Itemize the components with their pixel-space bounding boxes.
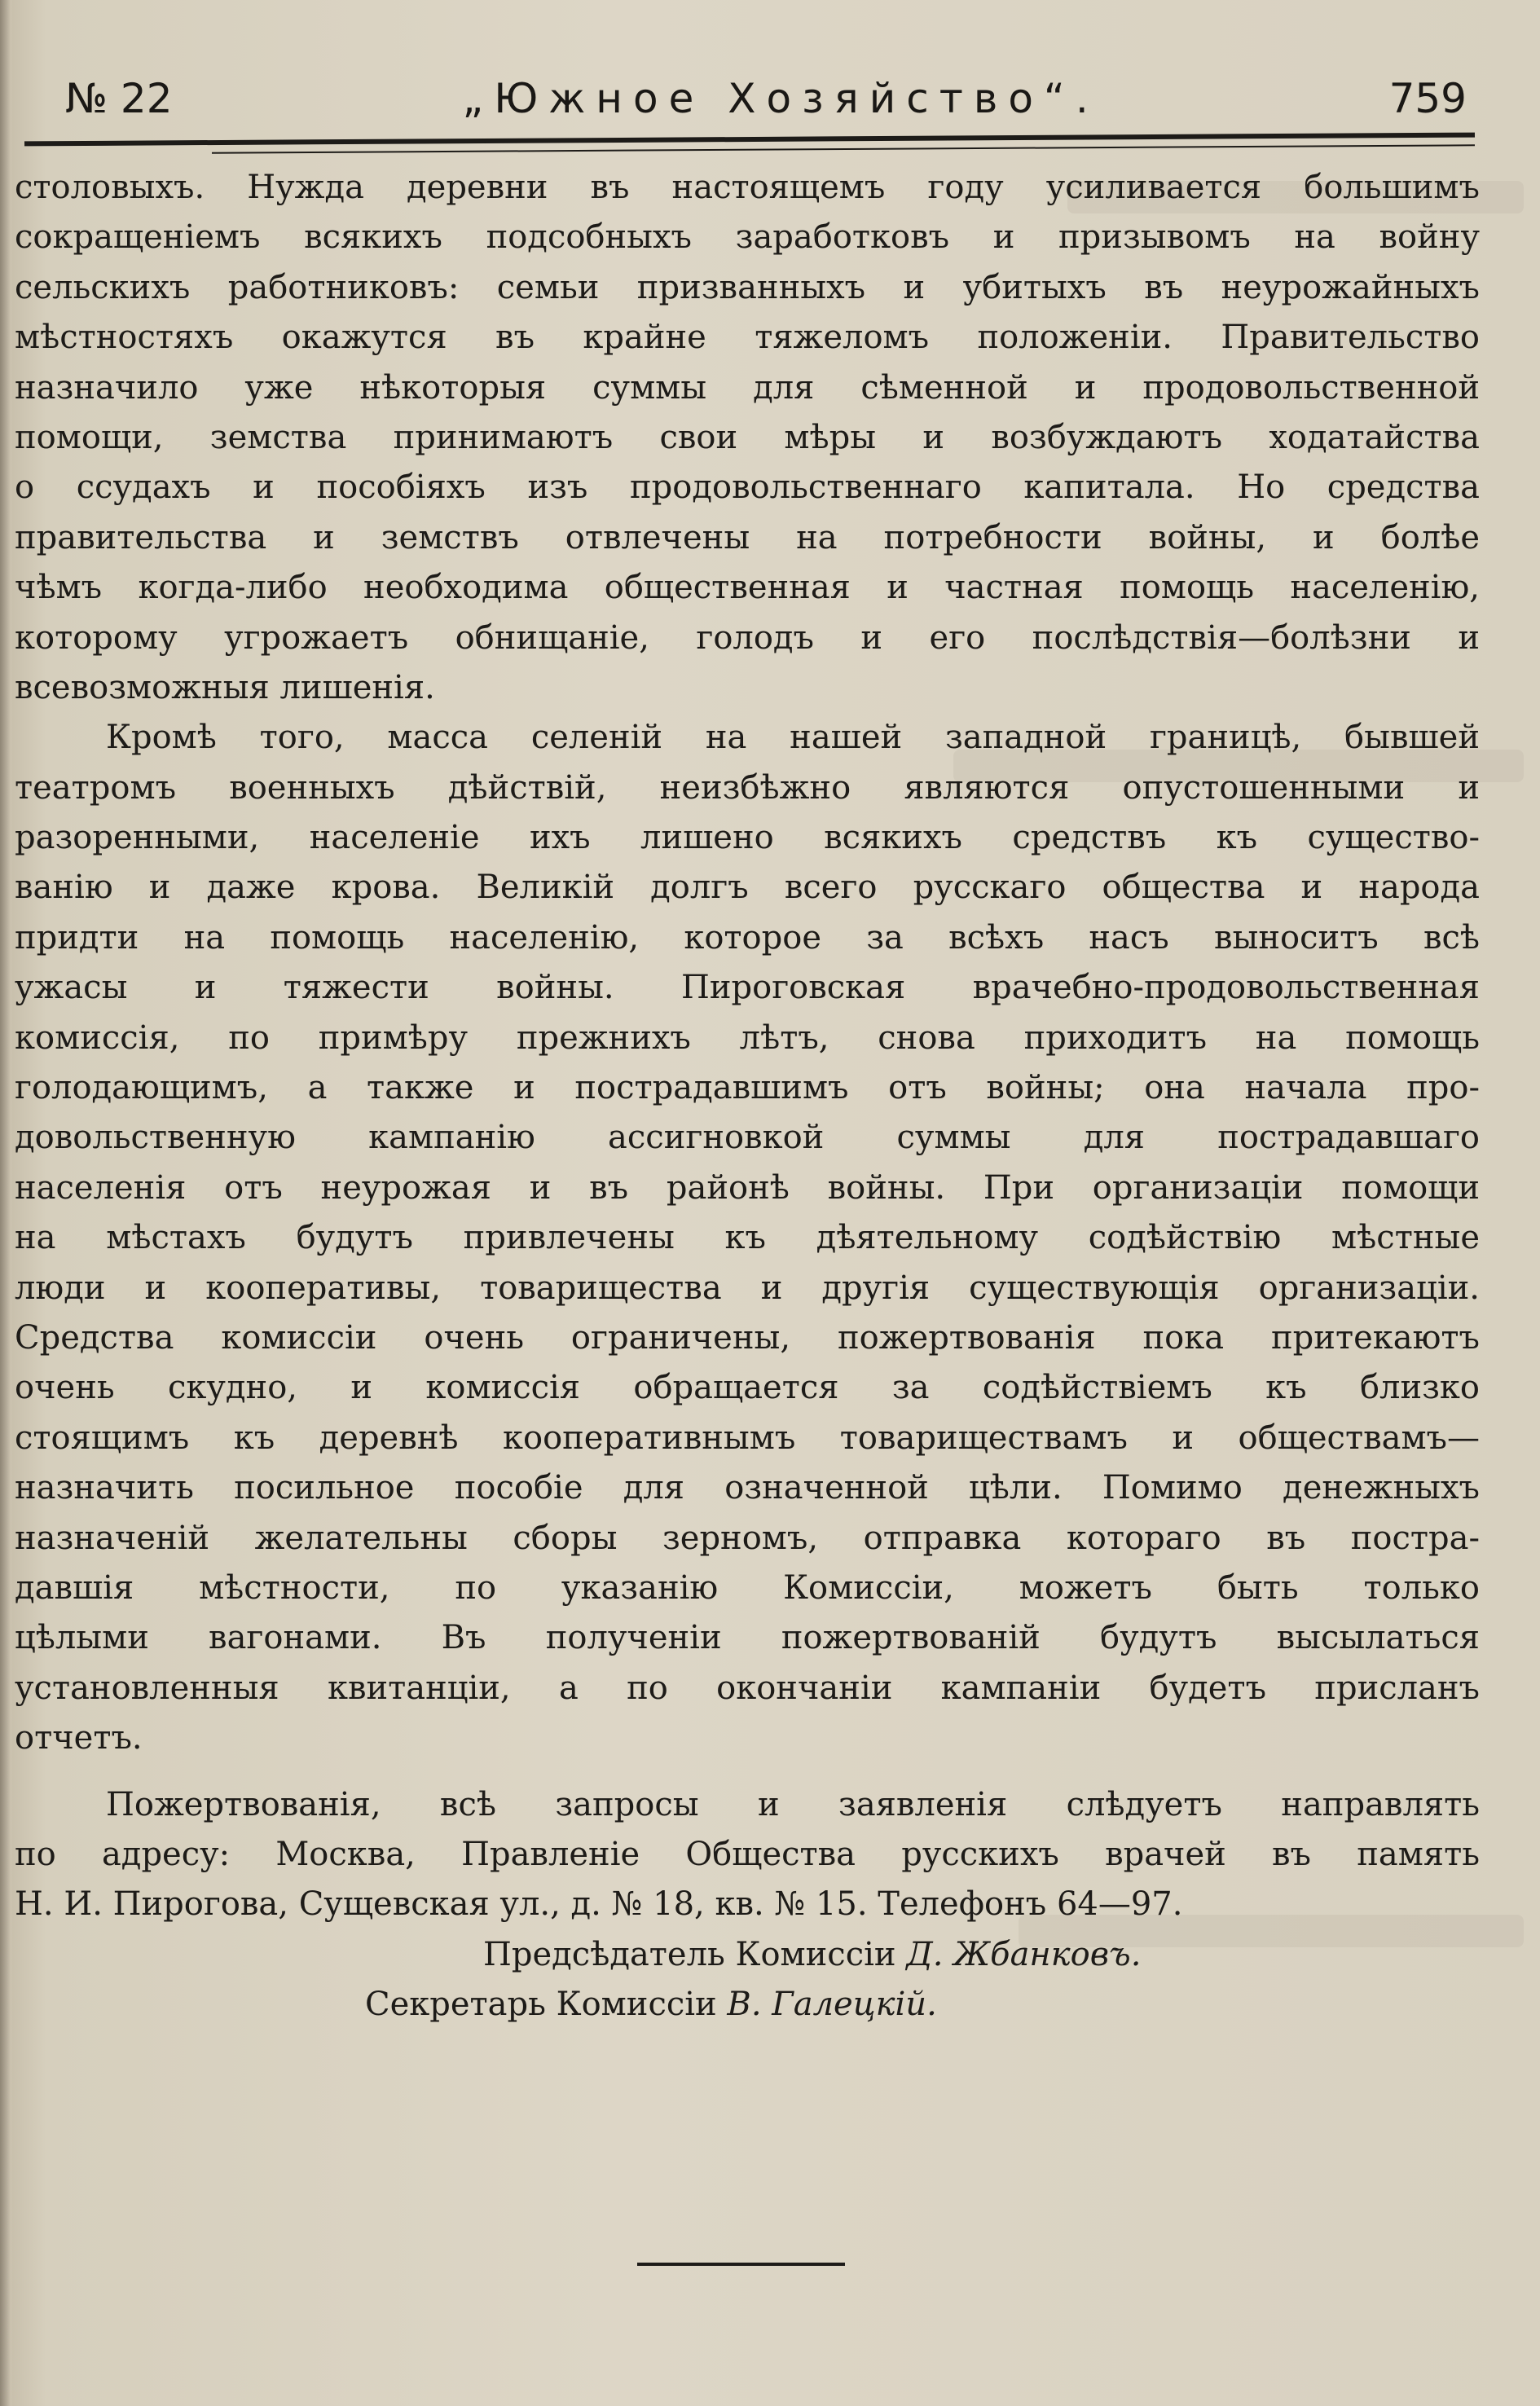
paragraph-1 [15, 163, 1480, 713]
text-line: разоренными, населеніе ихъ лишено всякихъ средствъ къ существо- [15, 819, 1480, 857]
header-rule-thin [212, 144, 1475, 153]
signature-name: Д. Жбанковъ. [906, 1935, 1142, 1973]
signature-secretary [15, 1980, 1480, 2030]
signature-role: Предсѣдатель Комиссіи [483, 1935, 896, 1973]
header-rule [24, 133, 1475, 147]
text-line: назначеній желательны сборы зерномъ, отправка котораго въ постра- [15, 1519, 1480, 1557]
text-line: Средства комиссіи очень ограничены, пожертвованія пока притекаютъ [15, 1318, 1480, 1357]
text-line: всевозможныя лишенія. [15, 668, 435, 706]
text-line: давшія мѣстности, по указанію Комиссіи, можетъ быть только [15, 1568, 1480, 1607]
text-line: театромъ военныхъ дѣйствій, неизбѣжно являются опустошенными и [15, 768, 1480, 807]
text-line: Кромѣ того, масса селеній на нашей западной границѣ, бывшей [106, 719, 1480, 757]
text-line: сельскихъ работниковъ: семьи призванныхъ и убитыхъ въ неурожайныхъ [15, 268, 1480, 306]
text-line: отчетъ. [15, 1719, 143, 1757]
text-line: голодающимъ, а также и пострадавшимъ отъ войны; она начала про- [15, 1069, 1480, 1107]
text-line: о ссудахъ и пособіяхъ изъ продовольственнаго капитала. Но средства [15, 468, 1480, 507]
article-body [15, 163, 1480, 2030]
closing-rule [637, 2263, 845, 2266]
signature-chairman [15, 1930, 1480, 1980]
page-binding-edge [0, 0, 11, 2406]
text-line: Н. И. Пирогова, Сущевская ул., д. № 18, кв. № 15. Телефонъ 64—97. [15, 1885, 1183, 1924]
text-line: стоящимъ къ деревнѣ кооперативнымъ товариществамъ и обществамъ— [15, 1419, 1480, 1457]
page-number: 759 [1388, 75, 1467, 122]
journal-title: „Южное Хозяйство“. [462, 75, 1099, 122]
text-line: помощи, земства принимаютъ свои мѣры и возбуждаютъ ходатайства [15, 418, 1480, 456]
text-line: сокращеніемъ всякихъ подсобныхъ заработковъ и призывомъ на войну [15, 218, 1480, 257]
text-line: ужасы и тяжести войны. Пироговская врачебно-продовольственная [15, 969, 1480, 1007]
text-line: Пожертвованія, всѣ запросы и заявленія слѣдуетъ направлять [106, 1785, 1480, 1823]
text-line: которому угрожаетъ обнищаніе, голодъ и его послѣдствія—болѣзни и [15, 618, 1480, 657]
text-line: комиссія, по примѣру прежнихъ лѣтъ, снова приходитъ на помощь [15, 1018, 1480, 1057]
text-line: назначить посильное пособіе для означенной цѣли. Помимо денежныхъ [15, 1469, 1480, 1507]
running-header [65, 75, 1467, 132]
issue-number: № 22 [65, 75, 173, 122]
text-line: по адресу: Москва, Правленіе Общества русскихъ врачей въ память [15, 1835, 1480, 1873]
text-line: мѣстностяхъ окажутся въ крайне тяжеломъ положеніи. Правительство [15, 319, 1480, 357]
text-line: ванію и даже крова. Великій долгъ всего русскаго общества и народа [15, 869, 1480, 907]
text-line: населенія отъ неурожая и въ районѣ войны. При организаціи помощи [15, 1168, 1480, 1207]
signature-block [15, 1930, 1480, 2030]
paragraph-3 [15, 1780, 1480, 1930]
text-line: очень скудно, и комиссія обращается за содѣйствіемъ къ близко [15, 1369, 1480, 1407]
text-line: правительства и земствъ отвлечены на потребности войны, и болѣе [15, 518, 1480, 556]
text-line: чѣмъ когда-либо необходима общественная и частная помощь населенію, [15, 569, 1480, 607]
signature-role: Секретарь Комиссіи [365, 1986, 717, 2024]
text-line: на мѣстахъ будутъ привлечены къ дѣятельному содѣйствію мѣстные [15, 1219, 1480, 1257]
text-line: установленныя квитанціи, а по окончаніи кампаніи будетъ присланъ [15, 1669, 1480, 1707]
text-line: довольственную кампанію ассигновкой суммы для пострадавшаго [15, 1119, 1480, 1157]
paragraph-2 [15, 713, 1480, 1763]
text-line: придти на помощь населенію, которое за всѣхъ насъ выноситъ всѣ [15, 918, 1480, 957]
text-line: столовыхъ. Нужда деревни въ настоящемъ году усиливается большимъ [15, 169, 1480, 206]
text-line: люди и кооперативы, товарищества и другія существующія организаціи. [15, 1269, 1480, 1307]
text-line: цѣлыми вагонами. Въ полученіи пожертвованій будутъ высылаться [15, 1619, 1480, 1657]
signature-name: В. Галецкій. [727, 1986, 937, 2024]
text-line: назначило уже нѣкоторыя суммы для сѣменной и продовольственной [15, 368, 1480, 407]
